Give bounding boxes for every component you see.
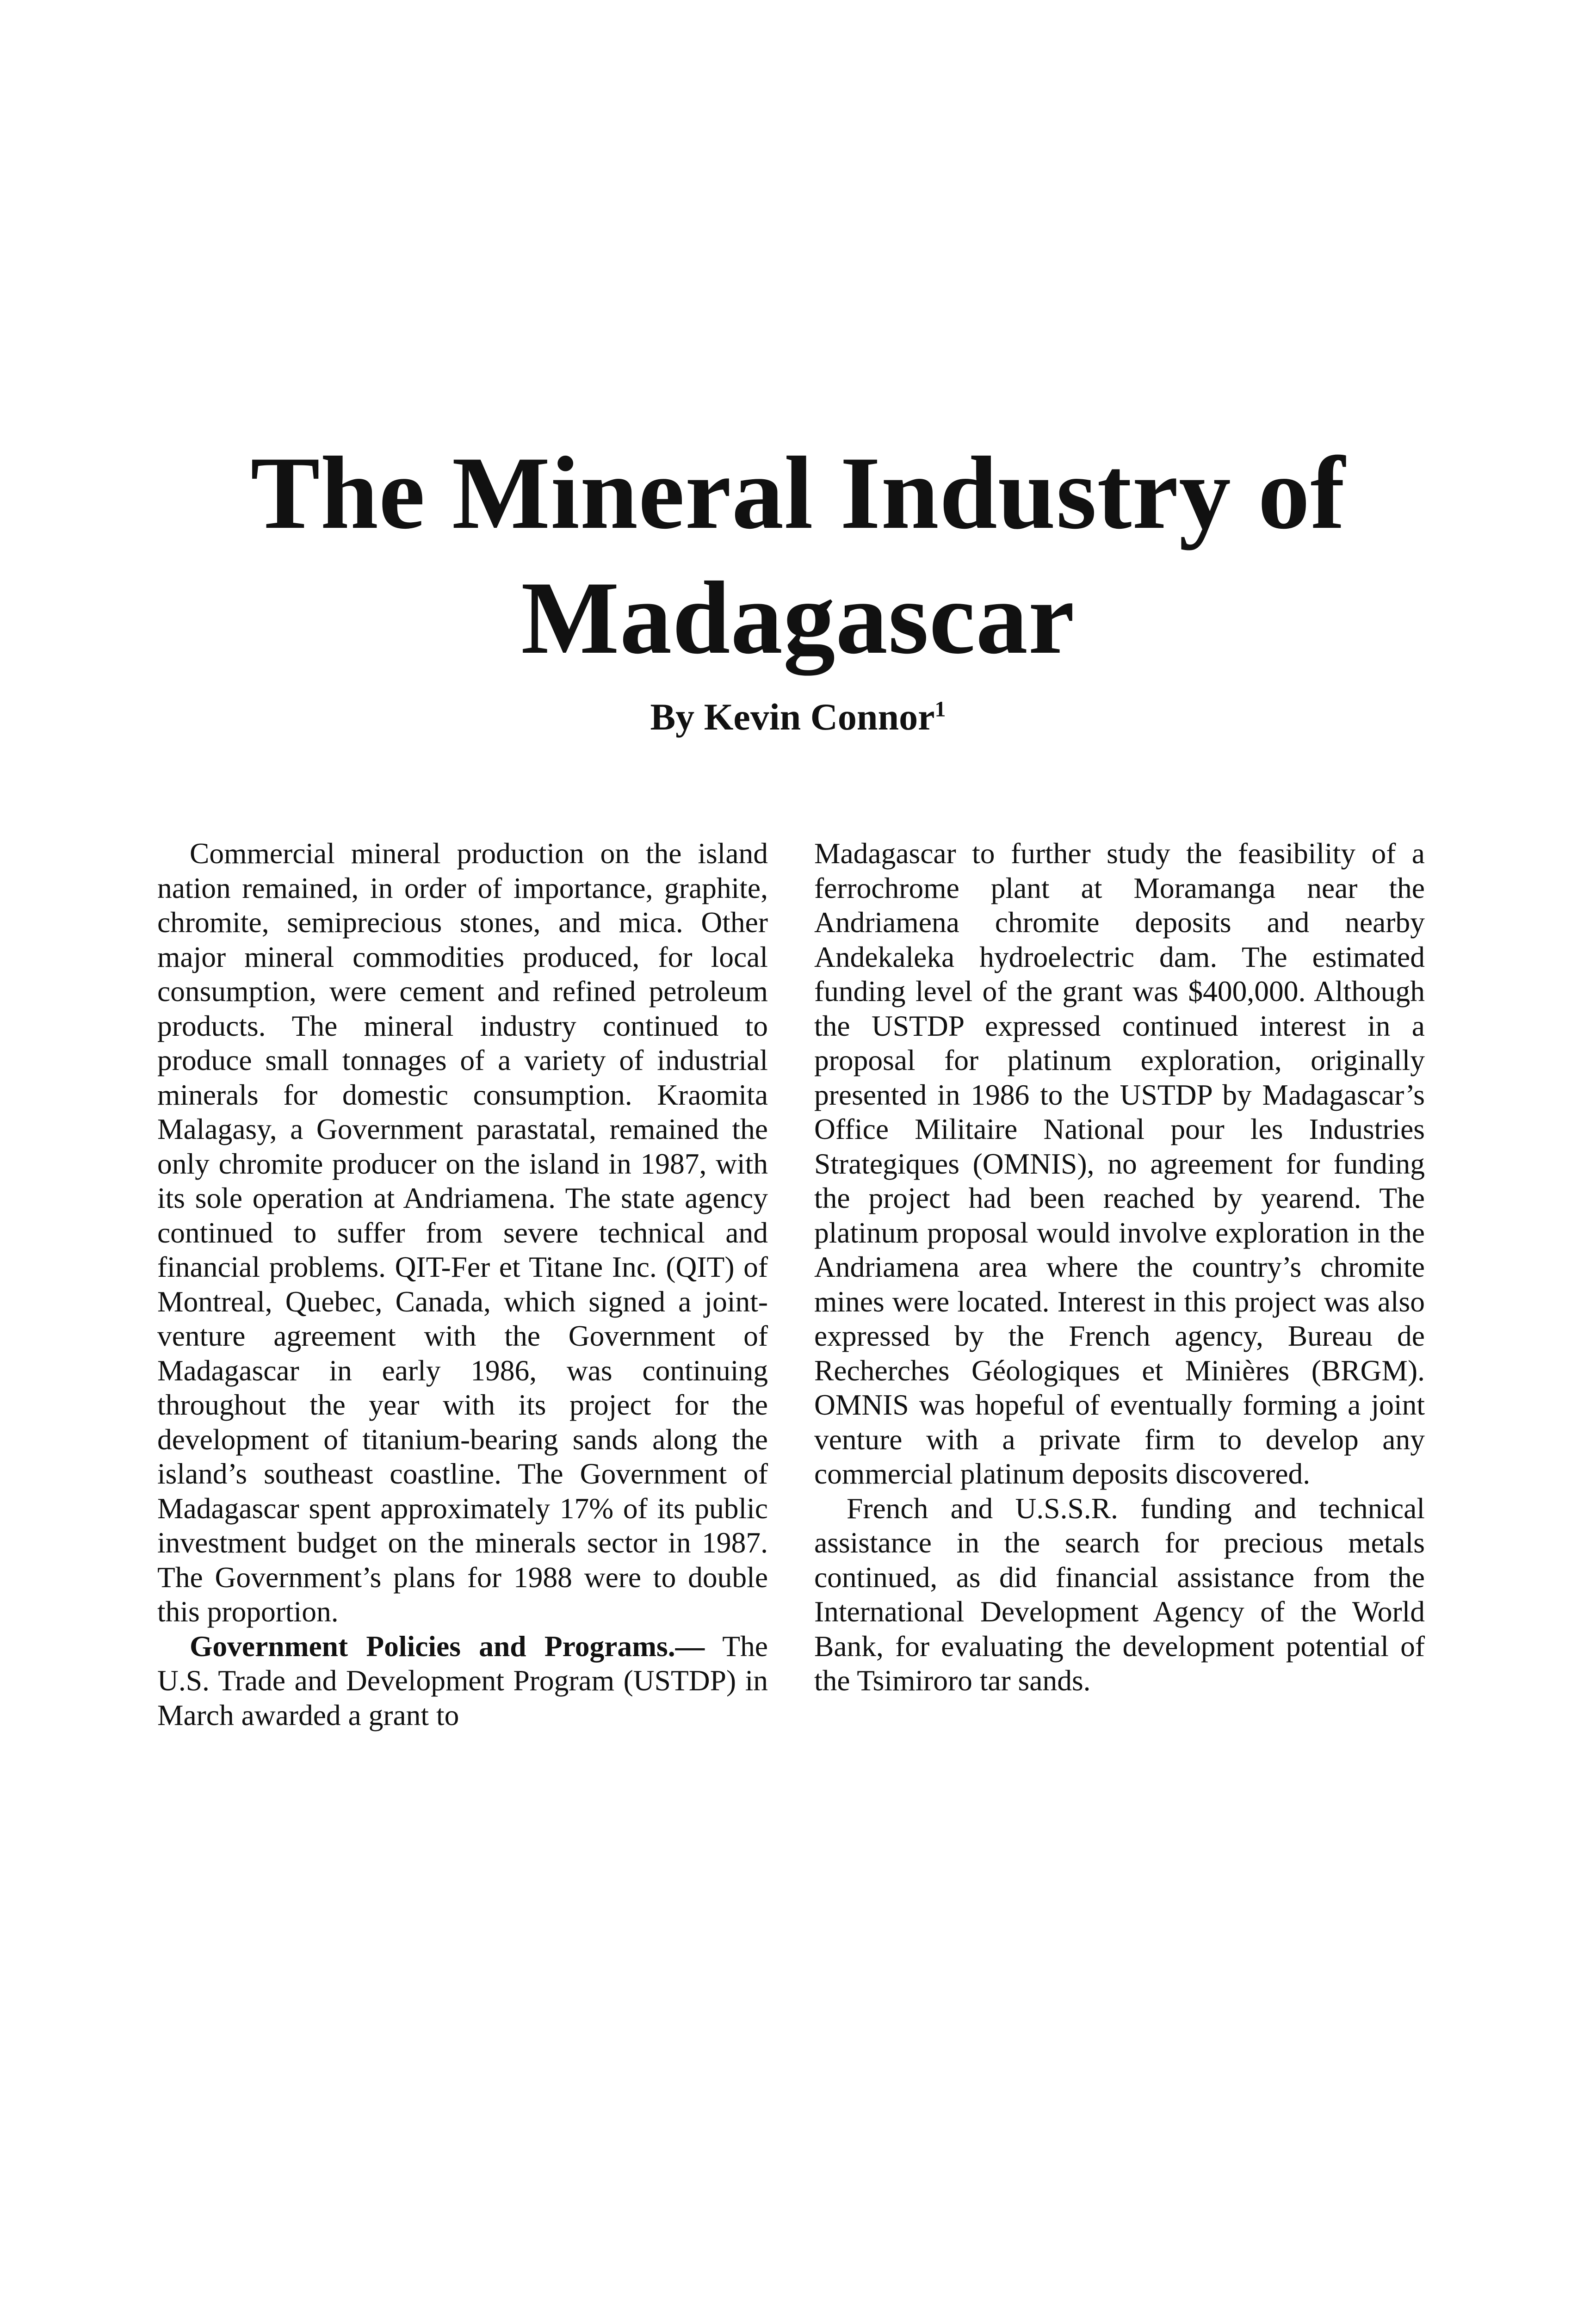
policy-paragraph-text: The U.S. Trade and Development Program (USTDP) in March awarded a grant to: [157, 1629, 768, 1732]
footnote-marker: 1: [934, 697, 946, 722]
policy-paragraph-start: [157, 1629, 768, 1733]
author-byline: [0, 694, 1596, 740]
article-title-line-2: Madagascar: [521, 560, 1075, 675]
article-title: [0, 430, 1596, 680]
article-title-line-1: The Mineral Industry of: [250, 435, 1346, 550]
left-text-column: [157, 836, 768, 1732]
funding-paragraph: French and U.S.S.R. funding and technical assistance in the search for precious metals continued, as did financial assistance from the International Development Agency of the World Bank, for evaluating the development potential of the Tsimiroro tar sands.: [814, 1491, 1425, 1697]
policy-paragraph-continued: Madagascar to further study the feasibility of a ferrochrome plant at Moramanga near the Andriamena chromite deposits and nearby Andekaleka hydroelectric dam. The estimated funding level of the grant was $400,000. Although the USTDP expressed continued interest in a proposal for platinum exploration, originally presented in 1986 to the USTDP by Madagascar’s Office Militaire National pour les Industries Strategiques (OMNIS), no agreement for funding the project had been reached by yearend. The platinum proposal would involve exploration in the Andriamena area where the country’s chromite mines were located. Interest in this project was also expressed by the French agency, Bureau de Recherches Géologiques et Minières (BRGM). OMNIS was hopeful of eventually forming a joint venture with a private firm to develop any commercial platinum deposits discovered.: [814, 837, 1425, 1490]
section-heading-government-policies: Government Policies and Programs.—: [190, 1629, 705, 1663]
right-text-column: [814, 836, 1425, 1698]
intro-paragraph: Commercial mineral production on the island nation remained, in order of importance, graphite, chromite, semiprecious stones, and mica. Other major mineral commodities produced, for local consumption, were cement and refined petroleum products. The mineral industry continued to produce small tonnages of a variety of industrial minerals for domestic consumption. Kraomita Malagasy, a Government parastatal, remained the only chromite producer on the island in 1987, with its sole operation at Andriamena. The state agency continued to suffer from severe technical and financial problems. QIT-Fer et Titane Inc. (QIT) of Montreal, Quebec, Canada, which signed a joint-venture agreement with the Government of Madagascar in early 1986, was continuing throughout the year with its project for the development of titanium-bearing sands along the island’s southeast coastline. The Government of Madagascar spent approximately 17% of its public investment budget on the minerals sector in 1987. The Government’s plans for 1988 were to double this proportion.: [157, 837, 768, 1628]
author-name: By Kevin Connor: [650, 696, 935, 738]
